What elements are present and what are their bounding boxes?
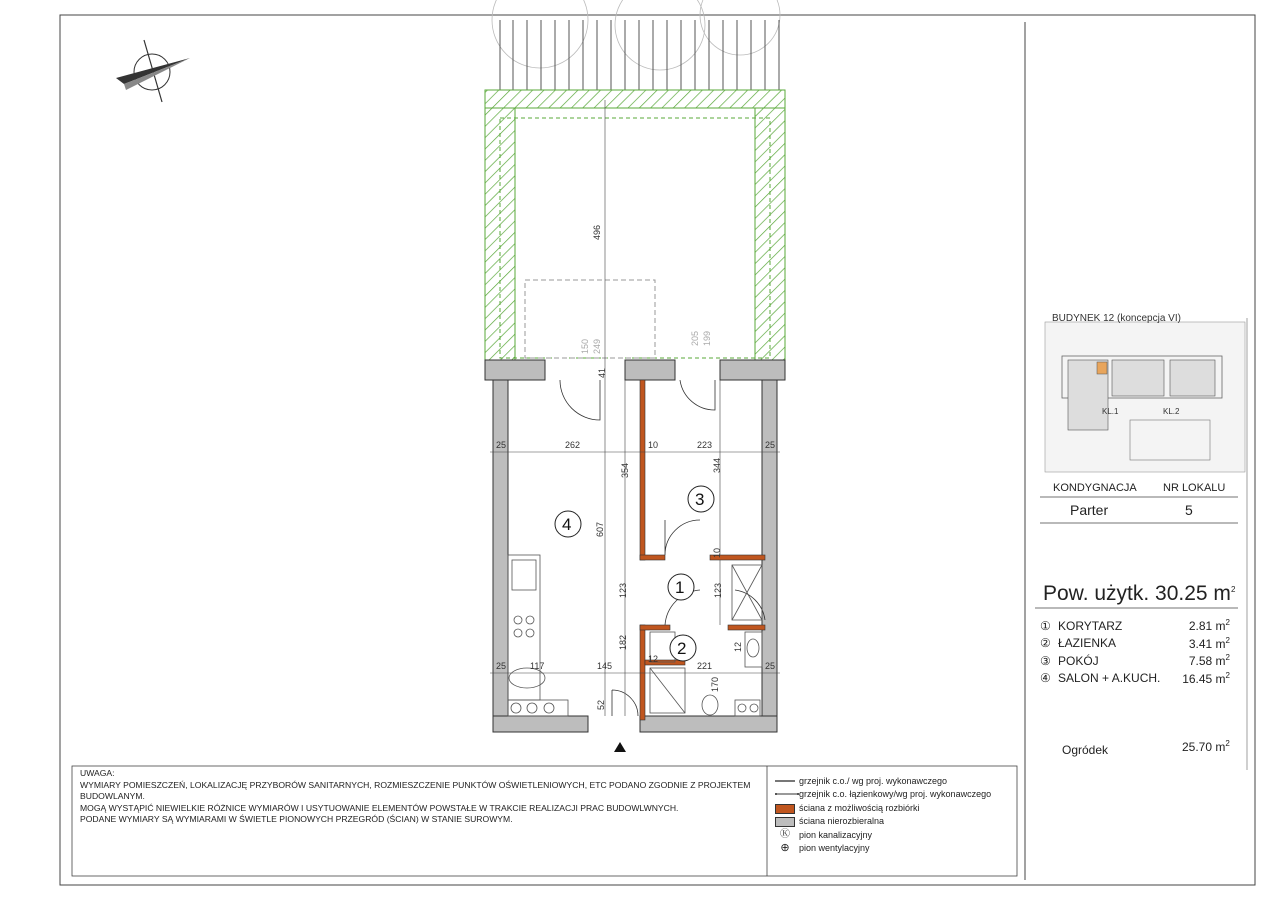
dim-344: 344 — [712, 457, 722, 473]
room-name: KORYTARZ — [1058, 618, 1123, 633]
terrace-outline — [525, 280, 655, 358]
level-header: KONDYGNACJA — [1053, 482, 1137, 494]
room-row — [1040, 652, 1230, 670]
legend — [775, 774, 991, 855]
garden-hedge — [485, 90, 785, 360]
room-area: 2.81 $m^2$ — [1188, 618, 1230, 634]
dim-145: 145 — [597, 661, 613, 671]
dim-123-a: 123 — [618, 582, 628, 598]
room-number-badge: ② — [1040, 636, 1051, 651]
dim-117: 117 — [530, 661, 545, 671]
dim-150: 150 — [580, 338, 590, 354]
bath-radiator-icon — [775, 789, 795, 799]
compass-icon — [116, 40, 190, 102]
notes-heading: UWAGA: — [80, 768, 115, 778]
dim-wall-right-2: 25 — [765, 661, 776, 671]
dim-wall-left-2: 25 — [496, 661, 507, 671]
load-bearing-walls — [485, 360, 785, 732]
key-plan-kl1: KL.1 — [1102, 407, 1119, 416]
kitchen-fixtures — [508, 555, 568, 716]
doors — [560, 380, 765, 716]
room-area: 16.45 $m^2$ — [1182, 670, 1230, 686]
dim-52: 52 — [596, 699, 606, 710]
dim-pokoj-width: 223 — [697, 440, 713, 450]
usable-area-sup: 2 — [1230, 585, 1236, 594]
legend-row-bath-radiator: grzejnik c.o. łązienkowy/wg proj. wykonawczego — [775, 788, 991, 802]
dim-12-a: 12 — [648, 654, 659, 664]
dim-170: 170 — [710, 676, 720, 692]
room-number-3: 3 — [695, 490, 705, 509]
room-row — [1040, 635, 1230, 653]
dim-wall-left: 25 — [496, 440, 507, 450]
legend-row-radiator: grzejnik c.o./ wg proj. wykonawczego — [775, 774, 991, 788]
dim-salon-width: 262 — [565, 440, 581, 450]
dim-221: 221 — [697, 661, 713, 671]
notes-line-1: WYMIARY POMIESZCZEŃ, LOKALIZACJĘ PRZYBORÓW SANITARNYCH, ROZMIESZCZENIE PUNKTÓW OŚWIETLENIOWYCH, ETC PODANO ZGODNIE Z PROJEKTEM BUDOWLANYM. — [80, 779, 751, 801]
unit-header: NR LOKALU — [1163, 482, 1226, 494]
garden-area: 25.70 $m^2$ — [1182, 739, 1230, 754]
notes-line-3: PODANE WYMIARY SĄ WYMIARAMI W ŚWIETLE PIONOWYCH PRZEGRÓD (ŚCIAN) W STANIE SUROWYM. — [80, 814, 513, 824]
room-name: POKÓJ — [1058, 653, 1099, 668]
radiator-icon — [775, 776, 795, 786]
dimension-labels — [496, 225, 775, 710]
room-row — [1040, 670, 1230, 688]
entrance-arrow-icon — [614, 742, 626, 752]
room-name: ŁAZIENKA — [1058, 636, 1117, 651]
room-list — [1040, 617, 1230, 687]
garden-label: Ogródek — [1062, 743, 1109, 757]
dim-354: 354 — [620, 462, 630, 478]
dim-607: 607 — [595, 521, 605, 537]
key-plan — [1045, 313, 1245, 472]
dim-10: 10 — [712, 547, 722, 558]
dim-205: 205 — [690, 330, 700, 346]
bathroom-fixtures — [650, 565, 762, 716]
level-value: Parter — [1070, 502, 1109, 518]
room-number-badge: ① — [1040, 618, 1051, 633]
removable-wall-icon — [775, 803, 795, 813]
room-markers — [555, 486, 714, 661]
sewer-riser-icon: Ⓚ — [780, 828, 790, 840]
usable-area — [1043, 582, 1235, 606]
dim-123-b: 123 — [713, 582, 723, 598]
dim-41: 41 — [597, 367, 607, 378]
legend-row-sewer-riser: Ⓚ pion kanalizacyjny — [775, 828, 991, 842]
dim-182: 182 — [618, 634, 628, 650]
building-name: BUDYNEK 12 (koncepcja VI) — [1052, 313, 1181, 324]
room-name: SALON + A.KUCH. — [1058, 671, 1161, 686]
dim-12-b: 12 — [733, 641, 743, 652]
dim-249: 249 — [592, 338, 602, 354]
dim-garden-depth: 496 — [592, 224, 602, 240]
fixed-wall-icon — [775, 816, 795, 826]
key-plan-kl2: KL.2 — [1163, 407, 1180, 416]
room-number-4: 4 — [562, 515, 572, 534]
vent-riser-icon: ⊕ — [780, 842, 790, 855]
room-number-badge: ④ — [1040, 671, 1051, 686]
room-number-badge: ③ — [1040, 653, 1051, 668]
room-row — [1040, 617, 1230, 635]
dimension-lines — [490, 100, 780, 716]
dim-199: 199 — [702, 330, 712, 346]
legend-row-fixed-wall: ściana nierozbieralna — [775, 815, 991, 829]
legend-row-removable-wall: ściana z możliwością rozbiórki — [775, 801, 991, 815]
unit-value: 5 — [1185, 502, 1193, 518]
notes — [80, 768, 760, 826]
room-area: 3.41 $m^2$ — [1188, 635, 1230, 651]
room-number-2: 2 — [677, 639, 687, 658]
usable-area-label: Pow. użytk. 30.25 m — [1043, 582, 1231, 605]
dim-mid-wall: 10 — [648, 440, 659, 450]
room-area: 7.58 $m^2$ — [1188, 653, 1230, 669]
fence-posts — [500, 20, 779, 90]
room-number-1: 1 — [675, 578, 685, 597]
dim-wall-right: 25 — [765, 440, 776, 450]
notes-line-2: MOGĄ WYSTĄPIĆ NIEWIELKIE RÓŻNICE WYMIARÓW I USYTUOWANIE ELEMENTÓW POWSTAŁE W TRAKCIE REALIZACJI PRAC BUDOWLWNYCH. — [80, 802, 679, 813]
legend-row-vent-riser: ⊕ pion wentylacyjny — [775, 842, 991, 856]
